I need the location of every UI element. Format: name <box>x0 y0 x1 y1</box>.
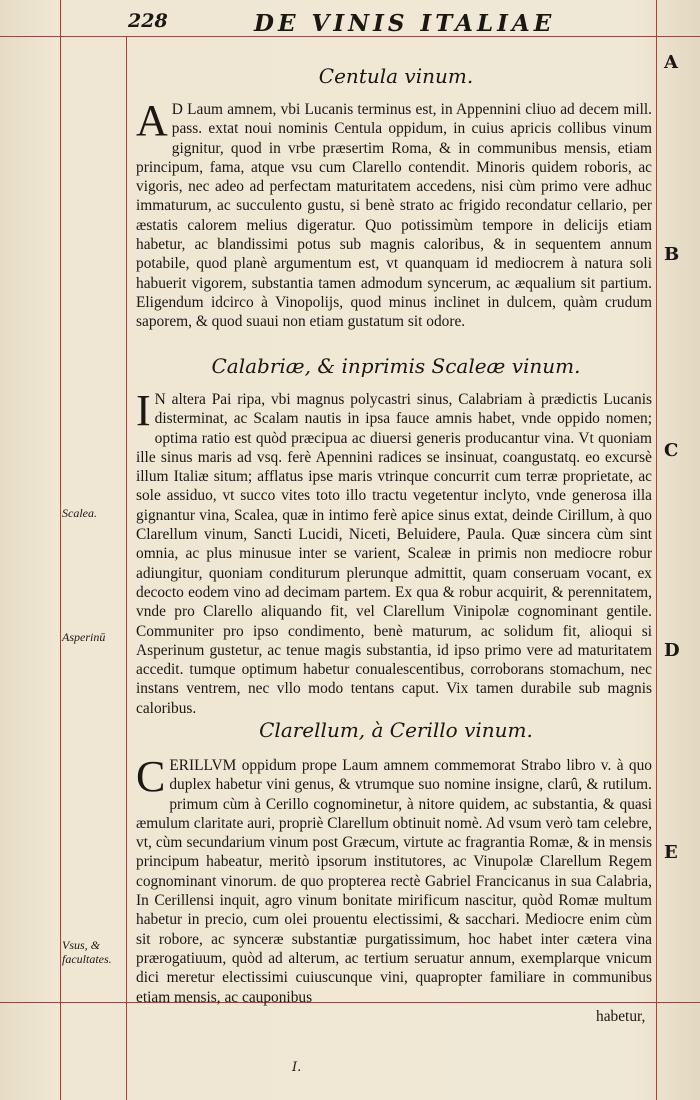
page-number: 228 <box>128 10 168 32</box>
paragraph-text: D Laum amnem, vbi Lucanis terminus est, in Appennini cliuo ad decem mill. pass. extat noui nominis Centula oppidum, in cuius apricis collibus vinum gignitur, quod in vrbe præsertim Roma, & in communibus mensis, etiam principum, fama, atque vsu cum Clarello contendit. Minoris quidem roboris, ac vigoris, nec adeo ad perfectam maturitatem accedens, nisi cùm primo vere adhuc immaturum, ac succulento gustu, si benè strato ac frigido recondatur cellario, per æstatis calorem melius digeratur. Quo potissimùm tempore in delicijs etiam habetur, ac blandissimi potus sub magnis caloribus, & in sequentem annum potabile, quod planè argumentum est, vt quanquam id mediocrem à natura soli habuerit vigorem, substantia tamen admodum syncerum, ac æqualium sit partium. Eligendum idcirco à Vinopolijs, quod minus inclinet in dulcem, quàm crudum saporem, & quod suaui non etiam gustatum sit odore. <box>136 101 652 331</box>
section-heading-clarellum: Clarellum, à Cerillo vinum. <box>259 718 533 742</box>
margin-note-scalea: Scalea. <box>62 506 97 520</box>
paragraph-clarellum <box>136 752 652 1007</box>
paragraph-centula <box>136 96 652 332</box>
margin-note-usus: Vsus, & facultates. <box>62 938 112 966</box>
margin-letter-a: A <box>664 52 678 73</box>
margin-note-asperinum: Asperinū <box>62 630 106 644</box>
drop-capital: C <box>136 752 166 801</box>
margin-letter-d: D <box>664 640 680 661</box>
running-title: DE VINIS ITALIAE <box>254 10 556 37</box>
margin-letter-e: E <box>664 842 678 863</box>
margin-letter-b: B <box>664 244 680 265</box>
paragraph-text: N altera Pai ripa, vbi magnus polycastri sinus, Calabriam à prædictis Lucanis disterminat, ac Scalam nautis in ipsa fauce amnis habet, vnde oppido nomen; optima ratio est quòd præcipua ac diuersi generis producantur vina. Vt quoniam ille sinus maris ad vsq. ferè Apennini radices se insinuat, coangustatq. eo excursè illum Italiæ situm; afflatus ipse maris vtrinque concurrit cum terræ proprietate, ac sole assiduo, vt succo vites toto illo tractu vegetentur inclyto, vnde generosa illa gignantur vina, Scalea, quæ in intimo ferè apice sinus extat, deinde Cirillum, à quo Clarellum vinum, Sancti Lucidi, Niceti, Beluidere, Paula. Quæ sincera cùm sint omnia, ac plus minusue inter se varient, Scaleæ in primis non mediocre robur adiungitur, quoniam conditurum plerunque admittit, quam conseruam vocant, ex decocto eodem vino ad decimam partem. Ex qua & robur acquirit, & perennitatem, vnde pro Clarello aliquando fit, vel Clarellum Vinipolæ cognominant gentile. Communiter pro ipso condimento, benè maturum, ac solidum fit, alioqui si Asperinum gustetur, ac tenue magis substantia, id ipso primo vere ad maturitatem accedit. tumque optimum habetur conualescentibus, corroborans stomachum, nec instans ventrem, nec vllo modo tentans caput. Vix tamen durabile sub magnis caloribus. <box>136 391 652 717</box>
section-heading-calabriae: Calabriæ, & inprimis Scaleæ vinum. <box>211 354 581 378</box>
signature-mark: I. <box>292 1060 302 1075</box>
catchword: habetur, <box>596 1008 646 1025</box>
margin-letter-c: C <box>664 440 679 461</box>
right-margin-rule <box>656 0 657 1100</box>
bleed-through-text <box>670 44 700 544</box>
drop-capital: I <box>136 386 151 435</box>
drop-capital: A <box>136 96 168 145</box>
paragraph-text: ERILLVM oppidum prope Laum amnem commemorat Strabo libro v. à quo duplex habetur vini genus, & vtrumque suo nomine insigne, clarû, & rutilum. primum cùm à Cerillo cognominetur, à nitore quidem, ac substantia, & quasi æmulum claritate auri, propriè Clarellum obtinuit nomè. Ad vsum verò tam celebre, vt, cùm secundarium vinum post Græcum, virtute ac fragrantia Romæ, & in mensis principum habeatur, meritò ipsorum institutores, ac Vinupolæ Clarellum Regem cognominant vinorum. de quo propterea rectè Gabriel Francicanus in sua Calabria, In Cerillensi inquit, agro vinum bonitate mirificum nascitur, quòd Romæ multum habetur in precio, cum olei prouentu electissimi, & sacchari. Mediocre enim cùm sit robore, ac synceræ substantiæ purgatissimum, hoc habet inter cætera vina prærogatiuum, quòd ad alterum, ac tertium seruatur annum, exemplarque vnicum dici meretur electissimi cuiuscunque vini, quapropter familiare in communibus etiam mensis, ac cauponibus <box>136 757 652 1006</box>
section-heading-centula: Centula vinum. <box>318 64 474 88</box>
paragraph-calabriae <box>136 386 652 718</box>
outer-margin-rule <box>60 0 61 1100</box>
